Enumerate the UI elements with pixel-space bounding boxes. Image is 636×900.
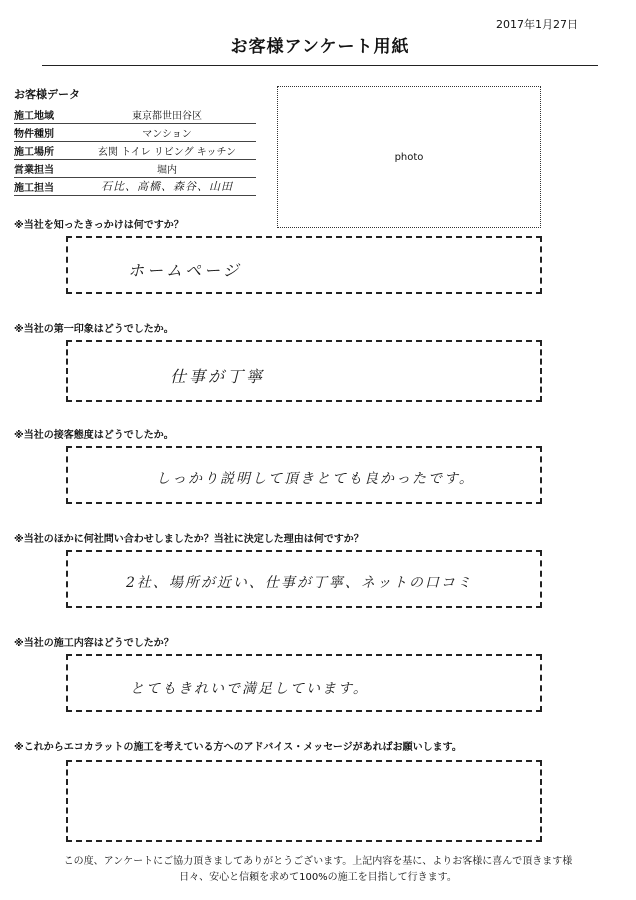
question-1: ※当社を知ったきっかけは何ですか？ <box>14 220 184 231</box>
answer-text-5: とてもきれいで満足しています。 <box>130 681 369 697</box>
info-label: 営業担当 <box>14 165 54 176</box>
question-5: ※当社の施工内容はどうでしたか？ <box>14 638 174 649</box>
info-value: 玄関 トイレ リビング キッチン <box>97 147 237 158</box>
info-label: 物件種別 <box>14 129 54 140</box>
answer-text-3: しっかり説明して頂きとても良かったです。 <box>156 471 475 487</box>
footer-line-2: 日々、安心と信頼を求めて100%の施工を目指して行きます。 <box>179 872 457 883</box>
info-value: 堀内 <box>157 165 177 176</box>
answer-box-2 <box>66 340 542 402</box>
customer-info-table <box>14 106 256 196</box>
photo-label: photo <box>394 151 424 163</box>
info-label: 施工場所 <box>14 147 54 158</box>
answer-box-4 <box>66 550 542 608</box>
question-2: ※当社の第一印象はどうでしたか。 <box>14 324 174 335</box>
info-value: マンション <box>142 129 192 140</box>
answer-box-6 <box>66 760 542 842</box>
info-value-handwritten: 石比、高橋、森谷、山田 <box>101 180 233 193</box>
info-value: 東京都世田谷区 <box>132 111 202 122</box>
question-3: ※当社の接客態度はどうでしたか。 <box>14 430 174 441</box>
footer-message <box>14 854 622 886</box>
info-row-property-type <box>14 124 256 142</box>
info-row-area <box>14 106 256 124</box>
answer-text-1: ホームページ <box>128 261 242 280</box>
info-label: 施工担当 <box>14 183 54 194</box>
answer-text-2: 仕事が丁寧 <box>170 367 266 386</box>
page-title: お客様アンケート用紙 <box>42 32 598 66</box>
customer-section-title: お客様データ <box>14 88 80 101</box>
answer-box-3 <box>66 446 542 504</box>
survey-date: 2017年1月27日 <box>496 18 578 31</box>
info-label: 施工地域 <box>14 111 54 122</box>
info-row-installers <box>14 178 256 196</box>
answer-box-1 <box>66 236 542 294</box>
photo-placeholder <box>277 86 541 228</box>
info-row-location <box>14 142 256 160</box>
question-6: ※これからエコカラットの施工を考えている方へのアドバイス・メッセージがあればお願いします。 <box>14 742 462 753</box>
question-4: ※当社のほかに何社問い合わせしましたか？当社に決定した理由は何ですか？ <box>14 534 364 545</box>
info-row-sales-rep <box>14 160 256 178</box>
answer-box-5 <box>66 654 542 712</box>
footer-line-1: この度、アンケートにご協力頂きましてありがとうございます。上記内容を基に、よりお客様に喜んで頂きます様 <box>63 856 573 867</box>
answer-text-4: 2社、場所が近い、仕事が丁寧、ネットの口コミ <box>126 575 473 591</box>
